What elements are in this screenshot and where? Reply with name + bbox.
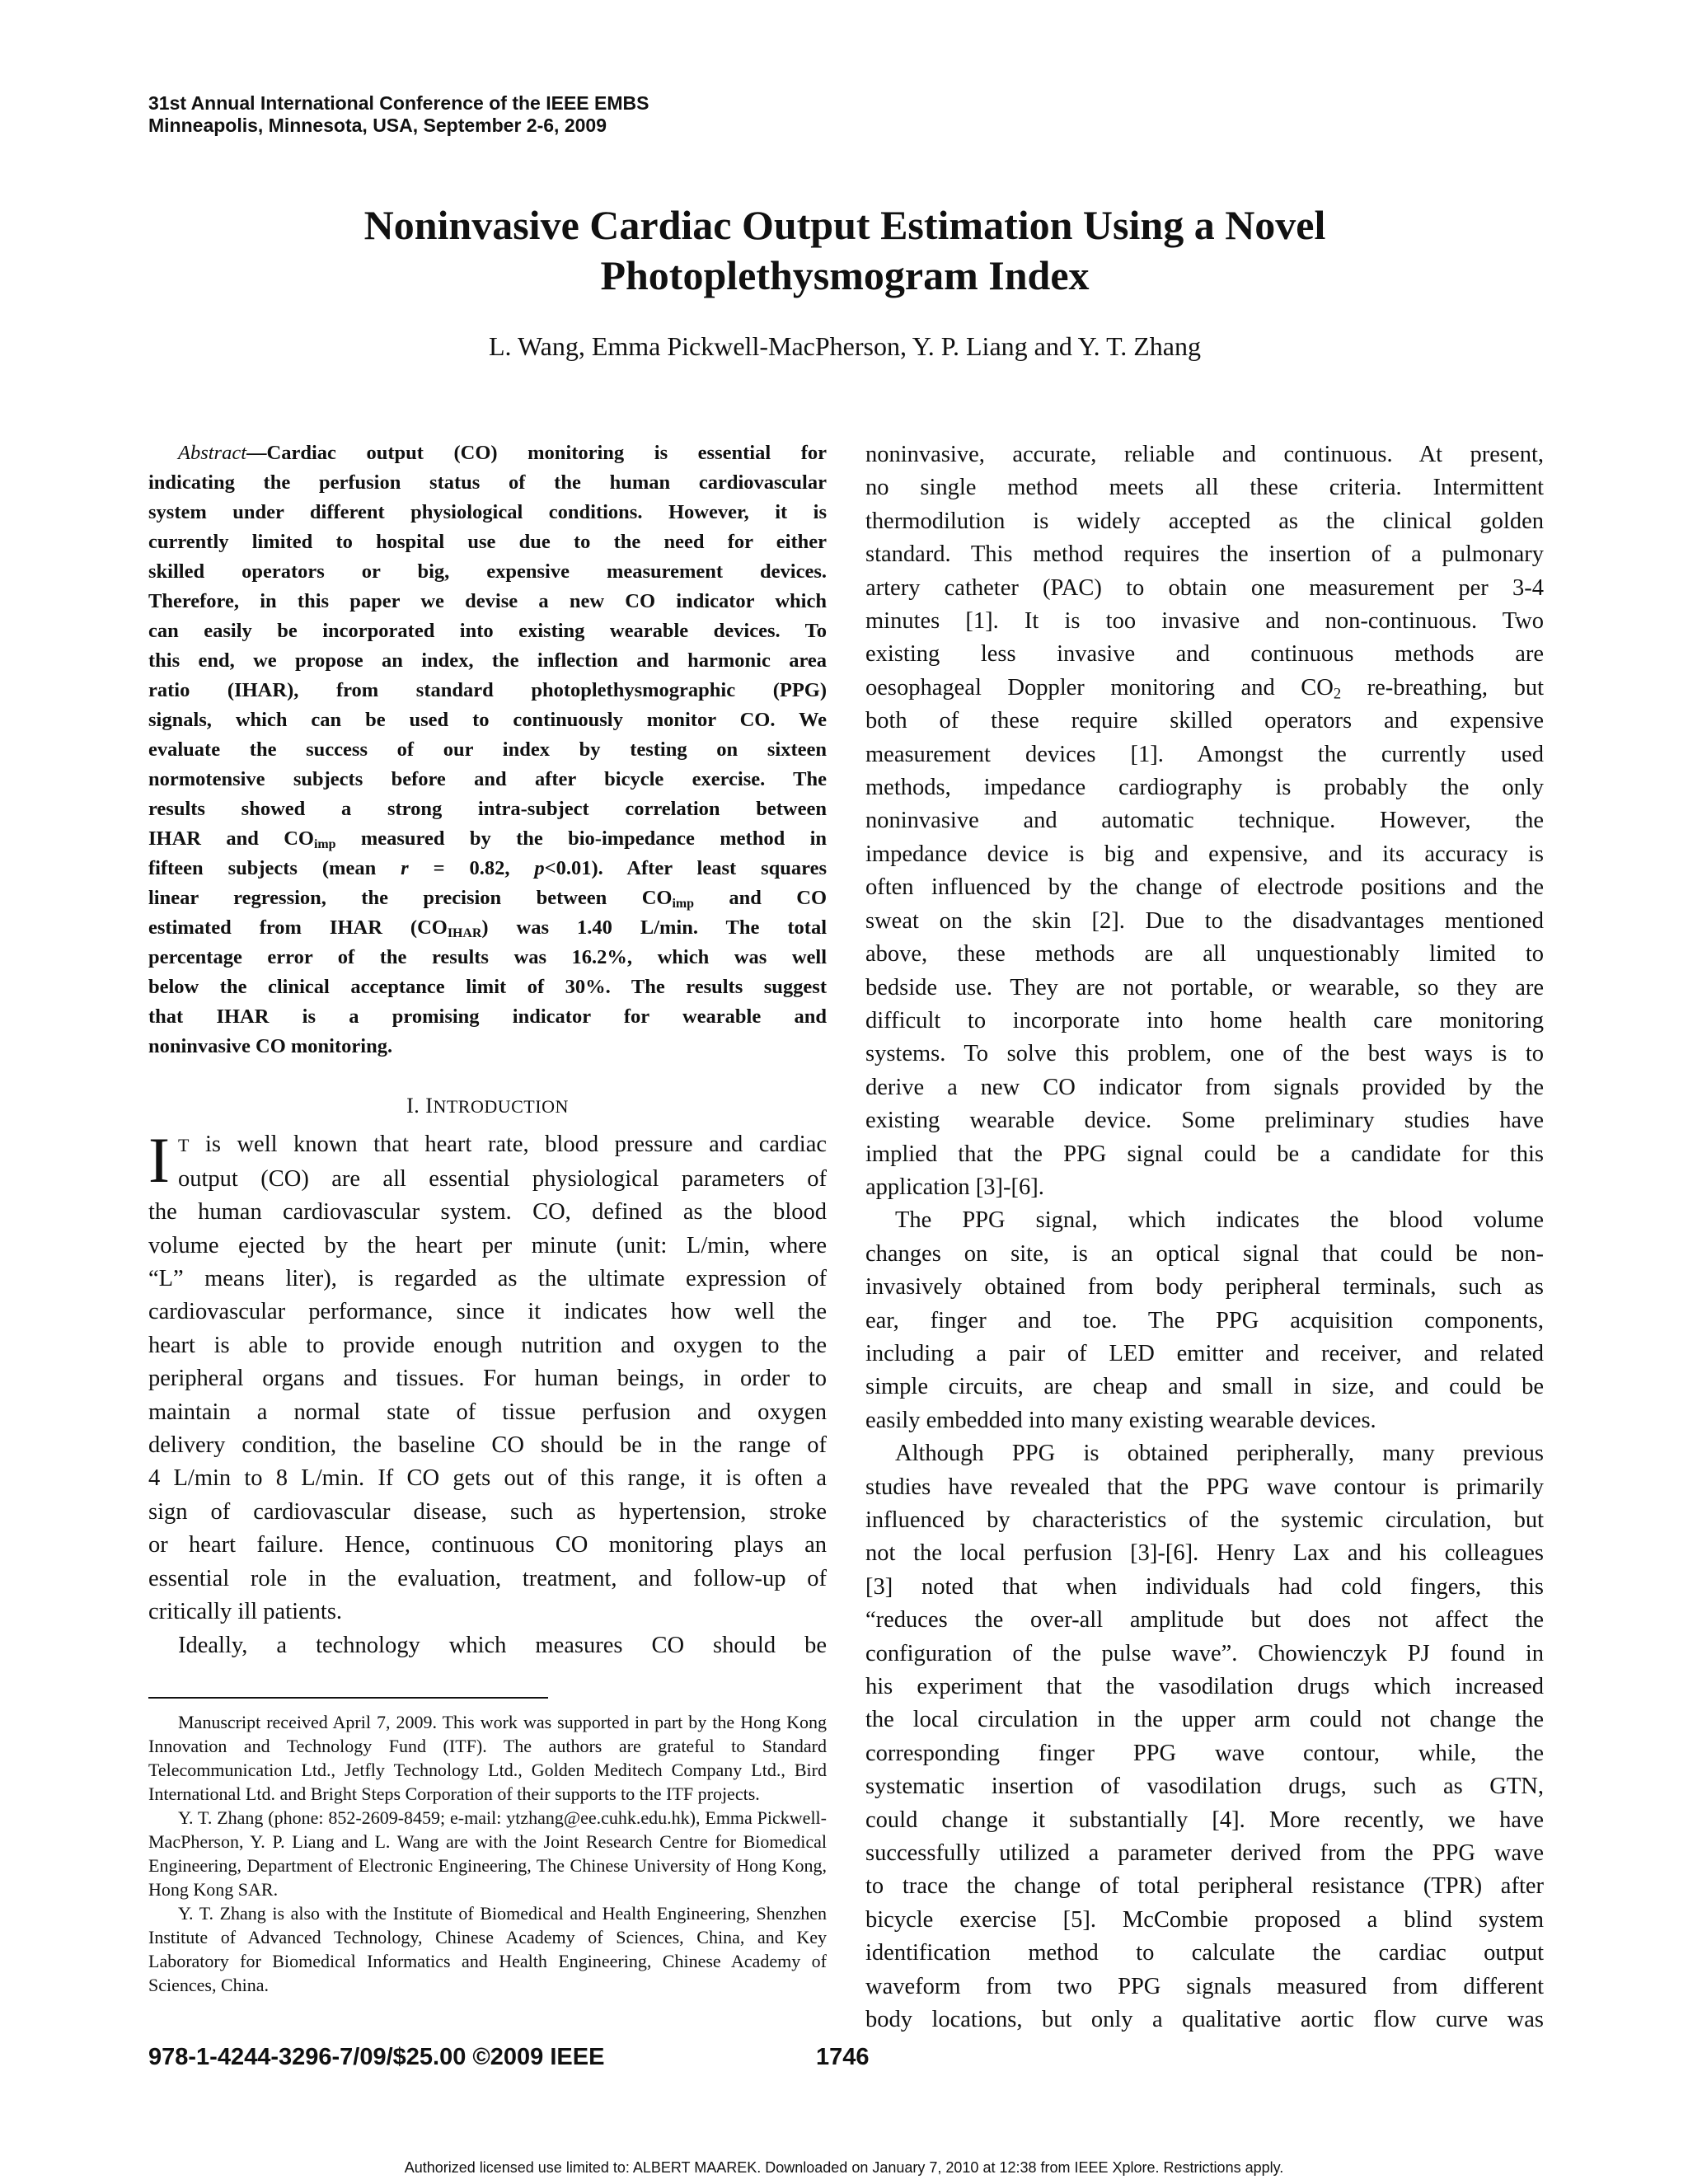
author-list: L. Wang, Emma Pickwell-MacPherson, Y. P. Liang and Y. T. Zhang <box>489 331 1201 361</box>
abstract-line: that IHAR is a promising indicator for wearable and <box>148 1005 827 1028</box>
body-line: often influenced by the change of electrode positions and the <box>865 874 1544 901</box>
body-line: noninvasive and automatic technique. However, the <box>865 808 1544 834</box>
body-line: his experiment that the vasodilation drugs which increased <box>865 1674 1544 1700</box>
body-line: configuration of the pulse wave”. Chowienczyk PJ found in <box>865 1640 1544 1666</box>
body-line: bedside use. They are not portable, or wearable, so they are <box>865 974 1544 1001</box>
abstract-line: currently limited to hospital use due to the need for either <box>148 531 827 553</box>
body-line: artery catheter (PAC) to obtain one measurement per 3-4 <box>865 574 1544 601</box>
page-number: 1746 <box>816 2044 870 2070</box>
isbn-copyright: 978-1-4244-3296-7/09/$25.00 ©2009 IEEE <box>148 2044 605 2070</box>
body-line: to trace the change of total peripheral resistance (TPR) after <box>865 1873 1544 1900</box>
body-line: existing wearable device. Some preliminary studies have <box>865 1108 1544 1134</box>
body-line: no single method meets all these criteria. Intermittent <box>865 475 1544 501</box>
body-line: noninvasive, accurate, reliable and continuous. At present, <box>865 442 1544 467</box>
body-line: difficult to incorporate into home health care monitoring <box>865 1007 1544 1033</box>
body-line: methods, impedance cardiography is probably the only <box>865 775 1544 801</box>
body-line: sign of cardiovascular disease, such as hypertension, stroke <box>148 1498 827 1525</box>
footnote-manuscript: Manuscript received April 7, 2009. This work was supported in part by the Hong Kong Innovation and Technology Fund (ITF). The authors are grateful to Standard Telecommunication Ltd., Jetfly Technology Ltd., Golden Meditech Company Ltd., Bird International Ltd. and Bright Steps Corporation of their supports to the ITF projects. <box>148 1712 827 1804</box>
body-line: critically ill patients. <box>148 1599 343 1625</box>
body-line: influenced by characteristics of the systemic circulation, but <box>865 1507 1544 1533</box>
body-line: “L” means liter), is regarded as the ultimate expression of <box>148 1266 827 1292</box>
body-line: sweat on the skin [2]. Due to the disadvantages mentioned <box>865 907 1544 934</box>
abstract-line: below the clinical acceptance limit of 30%. The results suggest <box>148 976 827 998</box>
body-line: oesophageal Doppler monitoring and $CO_2$ re-breathing, but <box>865 674 1544 703</box>
footnote-rule <box>148 1697 548 1699</box>
body-line: impedance device is big and expensive, and its accuracy is <box>865 841 1544 867</box>
body-line: minutes [1]. It is too invasive and non-continuous. Two <box>865 608 1544 635</box>
abstract-line: indicating the perfusion status of the human cardiovascular <box>148 471 827 494</box>
abstract-line: signals, which can be used to continuously monitor CO. We <box>148 709 827 731</box>
body-line: or heart failure. Hence, continuous CO monitoring plays an <box>148 1532 827 1558</box>
body-line: the local circulation in the upper arm could not change the <box>865 1707 1544 1733</box>
abstract-line: linear regression, the precision between $CO_{imp}$ and CO <box>148 887 827 911</box>
abstract-line: fifteen subjects (mean r = 0.82, p<0.01). After least squares <box>148 857 827 879</box>
abstract-line: noninvasive CO monitoring. <box>148 1035 393 1057</box>
title-line-1: Noninvasive Cardiac Output Estimation Using a Novel <box>363 202 1326 248</box>
abstract-line: estimated from IHAR $(CO_{IHAR})$ was 1.40 L/min. The total <box>148 916 828 940</box>
body-line: successfully utilized a parameter derived from the PPG wave <box>865 1840 1544 1867</box>
abstract-line: ratio (IHAR), from standard photoplethysmographic (PPG) <box>148 679 827 701</box>
body-line: simple circuits, are cheap and small in size, and could be <box>865 1374 1544 1400</box>
body-line: could change it substantially [4]. More recently, we have <box>865 1807 1544 1833</box>
body-line: peripheral organs and tissues. For human beings, in order to <box>148 1366 827 1392</box>
footnote-affiliation-2: Y. T. Zhang is also with the Institute of Biomedical and Health Engineering, Shenzhen Institute of Advanced Technology, Chinese Academy of Sciences, China, and Key Laboratory for Biomedical Informatics and Health Engineering, Chinese Academy of Sciences, China. <box>148 1903 827 1995</box>
body-line: [3] noted that when individuals had cold fingers, this <box>865 1573 1544 1600</box>
section-heading-introduction: I. INTRODUCTION <box>406 1094 569 1118</box>
abstract-line: IHAR and $CO_{imp}$ measured by the bio-impedance method in <box>148 827 828 851</box>
body-line: cardiovascular performance, since it indicates how well the <box>148 1299 827 1325</box>
abstract-line: skilled operators or big, expensive measurement devices. <box>148 560 827 583</box>
body-line: “reduces the over-all amplitude but does not affect the <box>865 1607 1544 1633</box>
abstract-line: Abstract—Cardiac output (CO) monitoring is essential for <box>178 442 827 464</box>
body-line: both of these require skilled operators and expensive <box>865 708 1544 734</box>
body-line: the human cardiovascular system. CO, defined as the blood <box>148 1199 827 1226</box>
abstract-line: normotensive subjects before and after bicycle exercise. The <box>148 768 827 790</box>
abstract-line: percentage error of the results was 16.2%, which was well <box>148 946 827 968</box>
body-line: implied that the PPG signal could be a candidate for this <box>865 1141 1544 1167</box>
footnotes <box>148 1710 827 1997</box>
body-line: Ideally, a technology which measures CO should be <box>178 1632 827 1658</box>
abstract-line: evaluate the success of our index by testing on sixteen <box>148 738 827 761</box>
body-line: delivery condition, the baseline CO should be in the range of <box>148 1432 827 1459</box>
body-line: body locations, but only a qualitative aortic flow curve was <box>865 2007 1544 2033</box>
body-line: changes on site, is an optical signal that could be non- <box>865 1240 1544 1267</box>
title-line-2: Photoplethysmogram Index <box>600 252 1090 298</box>
body-line: waveform from two PPG signals measured from different <box>865 1973 1544 1999</box>
right-column <box>865 438 1544 2037</box>
paper-title <box>148 200 1541 301</box>
body-line: identification method to calculate the cardiac output <box>865 1940 1544 1966</box>
body-line: ear, finger and toe. The PPG acquisition components, <box>865 1307 1544 1333</box>
body-line: including a pair of LED emitter and receiver, and related <box>865 1340 1544 1366</box>
body-line: systematic insertion of vasodilation drugs, such as GTN, <box>865 1774 1544 1800</box>
drop-cap: I <box>148 1124 170 1197</box>
body-line: application [3]-[6]. <box>865 1174 1044 1200</box>
license-notice: Authorized licensed use limited to: ALBERT MAAREK. Downloaded on January 7, 2010 at 12:38 from IEEE Xplore. Restrictions apply. <box>404 2159 1284 2176</box>
body-line: standard. This method requires the insertion of a pulmonary <box>865 541 1544 568</box>
footnote-affiliation: Y. T. Zhang (phone: 852-2609-8459; e-mail: ytzhang@ee.cuhk.edu.hk), Emma Pickwell-MacPherson, Y. P. Liang and L. Wang are with the Joint Research Centre for Biomedical Engineering, Department of Electronic Engineering, The Chinese University of Hong Kong, Hong Kong SAR. <box>148 1807 827 1900</box>
abstract-line: Therefore, in this paper we devise a new CO indicator which <box>148 590 827 612</box>
body-line: bicycle exercise [5]. McCombie proposed a blind system <box>865 1906 1544 1933</box>
abstract-line: results showed a strong intra-subject correlation between <box>148 798 827 820</box>
abstract-line: this end, we propose an index, the inflection and harmonic area <box>148 649 827 672</box>
conference-location-date: Minneapolis, Minnesota, USA, September 2-6, 2009 <box>148 115 607 136</box>
body-line: maintain a normal state of tissue perfusion and oxygen <box>148 1399 827 1425</box>
body-line: above, these methods are all unquestionably limited to <box>865 941 1544 968</box>
body-line: volume ejected by the heart per minute (unit: L/min, where <box>148 1232 827 1258</box>
introduction-paragraph <box>148 1124 827 1662</box>
body-line: studies have revealed that the PPG wave contour is primarily <box>865 1474 1544 1500</box>
body-line: measurement devices [1]. Amongst the currently used <box>865 741 1544 767</box>
body-line: essential role in the evaluation, treatment, and follow-up of <box>148 1565 827 1591</box>
body-line: systems. To solve this problem, one of the best ways is to <box>865 1041 1544 1067</box>
conference-name: 31st Annual International Conference of the IEEE EMBS <box>148 92 649 114</box>
body-line: The PPG signal, which indicates the blood volume <box>895 1207 1544 1234</box>
left-column <box>148 438 827 1662</box>
conference-header <box>148 92 649 137</box>
body-line: invasively obtained from body peripheral terminals, such as <box>865 1274 1544 1301</box>
abstract-label: Abstract <box>178 442 247 464</box>
abstract <box>148 438 827 1062</box>
body-line: heart is able to provide enough nutrition and oxygen to the <box>148 1332 827 1358</box>
body-line: existing less invasive and continuous methods are <box>865 641 1544 668</box>
body-line: corresponding finger PPG wave contour, while, the <box>865 1740 1544 1766</box>
abstract-line: system under different physiological conditions. However, it is <box>148 501 827 523</box>
body-line: derive a new CO indicator from signals provided by the <box>865 1074 1544 1100</box>
body-line: easily embedded into many existing wearable devices. <box>865 1407 1376 1433</box>
body-line: output (CO) are all essential physiological parameters of <box>177 1165 827 1192</box>
body-line: Although PPG is obtained peripherally, many previous <box>895 1441 1544 1467</box>
body-line: not the local perfusion [3]-[6]. Henry Lax and his colleagues <box>865 1540 1544 1567</box>
body-line: T is well known that heart rate, blood pressure and cardiac <box>177 1132 827 1158</box>
abstract-line: can easily be incorporated into existing wearable devices. To <box>148 620 827 642</box>
body-line: thermodilution is widely accepted as the clinical golden <box>865 508 1544 534</box>
body-line: 4 L/min to 8 L/min. If CO gets out of this range, it is often a <box>148 1465 827 1492</box>
